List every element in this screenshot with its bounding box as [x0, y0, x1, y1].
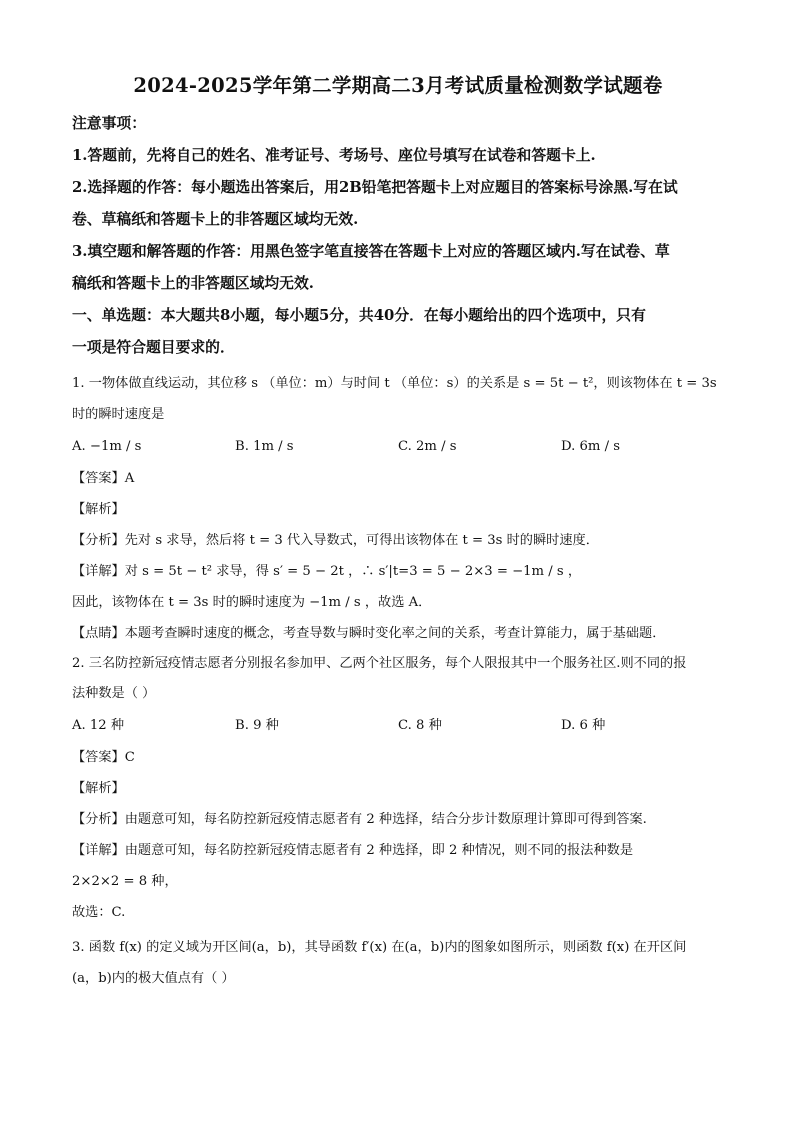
- analysis-label: 【解析】: [72, 781, 125, 796]
- question-3-stem-cont: (a，b)内的极大值点有（ ）: [72, 971, 235, 986]
- notice-item: 1.答题前，先将自己的姓名、准考证号、考场号、座位号填写在试卷和答题卡上.: [72, 147, 596, 164]
- notice-item: 稿纸和答题卡上的非答题区域均无效.: [72, 275, 314, 292]
- question-1-options: [72, 430, 724, 463]
- fenxi: 【分析】由题意可知，每名防控新冠疫情志愿者有 2 种选择，结合分步计数原理计算即可得到答案.: [72, 812, 647, 827]
- notice-item: 3.填空题和解答题的作答：用黑色签字笔直接答在答题卡上对应的答题区域内.写在试卷、草: [72, 243, 670, 260]
- end: 故选：C.: [72, 905, 126, 920]
- option-b: B. 9 种: [235, 718, 279, 733]
- option-a: A. 12 种: [72, 718, 125, 733]
- calc: 2×2×2 = 8 种，: [72, 874, 178, 889]
- detail: 【详解】由题意可知，每名防控新冠疫情志愿者有 2 种选择，即 2 种情况，则不同的报法种数是: [72, 843, 634, 858]
- notice-item: 卷、草稿纸和答题卡上的非答题区域均无效.: [72, 211, 359, 228]
- option-d: D. 6 种: [561, 718, 606, 733]
- question-3-stem: 3. 函数 f(x) 的定义域为开区间(a，b)，其导函数 f′(x) 在(a，b)内的图象如图所示，则函数 f(x) 在开区间: [72, 940, 687, 955]
- answer: 【答案】A: [72, 471, 135, 486]
- option-c: C. 8 种: [398, 718, 442, 733]
- analysis-label: 【解析】: [72, 502, 125, 517]
- notice-item: 2.选择题的作答：每小题选出答案后，用2B铅笔把答题卡上对应题目的答案标号涂黑.写在试: [72, 179, 678, 196]
- conclusion: 因此，该物体在 t = 3s 时的瞬时速度为 −1m / s ，故选 A．: [72, 595, 432, 610]
- option-a: A. −1m / s: [72, 439, 142, 454]
- option-d: D. 6m / s: [561, 439, 620, 454]
- exam-page: [72, 70, 724, 994]
- section-heading-cont: 一项是符合题目要求的．: [72, 339, 235, 356]
- option-c: C. 2m / s: [398, 439, 457, 454]
- question-2-options: [72, 709, 724, 742]
- dianjing: 【点睛】本题考查瞬时速度的概念，考查导数与瞬时变化率之间的关系，考查计算能力，属于基础题．: [72, 626, 666, 641]
- question-1-stem: 1. 一物体做直线运动，其位移 s （单位：m）与时间 t （单位：s）的关系是 s = 5t − t²，则该物体在 t = 3s: [72, 376, 717, 391]
- option-b: B. 1m / s: [235, 439, 294, 454]
- answer: 【答案】C: [72, 750, 135, 765]
- fenxi: 【分析】先对 s 求导，然后将 t = 3 代入导数式，可得出该物体在 t = 3s 时的瞬时速度．: [72, 533, 599, 548]
- detail: 【详解】对 s = 5t − t² 求导，得 s′ = 5 − 2t ，∴ s′|t=3 = 5 − 2×3 = −1m / s ，: [72, 564, 582, 579]
- question-2-stem: 2. 三名防控新冠疫情志愿者分别报名参加甲、乙两个社区服务，每个人限报其中一个服务社区.则不同的报: [72, 656, 687, 671]
- question-1-stem-cont: 时的瞬时速度是: [72, 407, 165, 422]
- section-heading: 一、单选题：本大题共8小题，每小题5分，共40分．在每小题给出的四个选项中，只有: [72, 307, 646, 324]
- page-title: 2024-2025学年第二学期高二3月考试质量检测数学试题卷: [133, 74, 663, 97]
- question-2-stem-cont: 法种数是（ ）: [72, 686, 156, 701]
- notice-heading: 注意事项：: [72, 115, 146, 132]
